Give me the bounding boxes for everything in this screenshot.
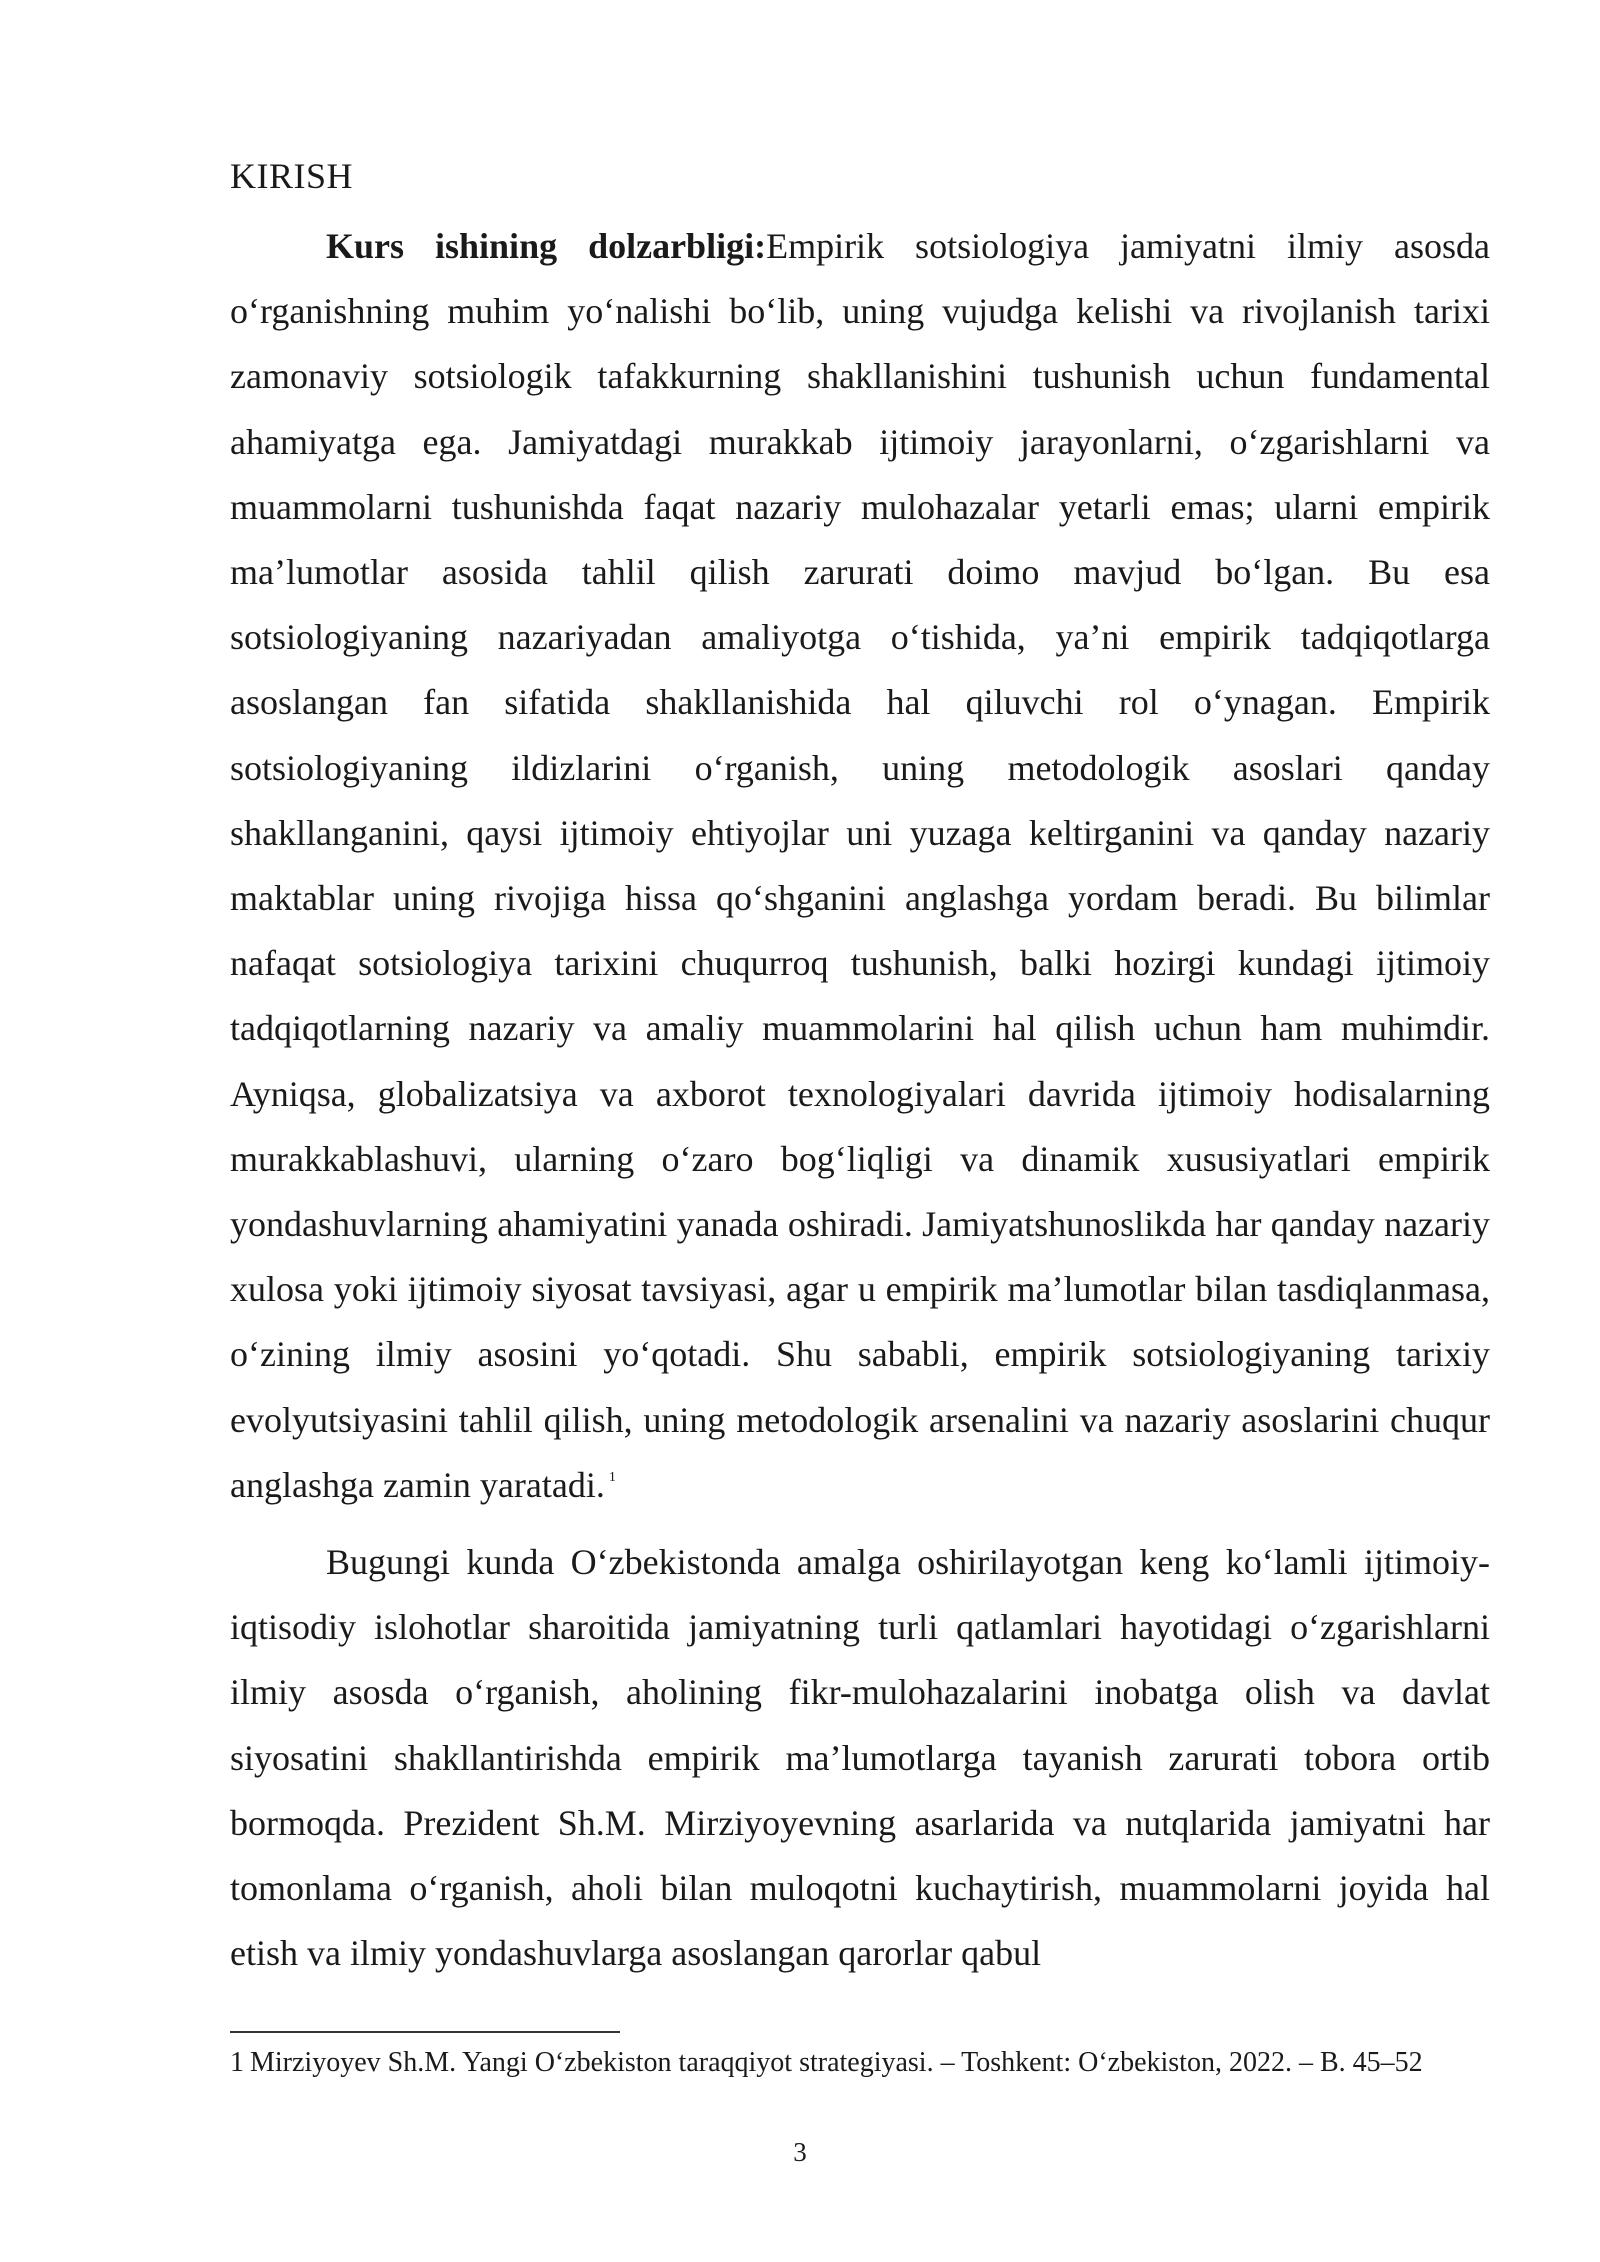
paragraph-relevance [230,214,1490,1518]
paragraph-lead: Kurs ishining dolzarbligi: [326,226,767,266]
footnote-separator [230,2031,620,2033]
footnote [230,2046,1470,2080]
section-heading: KIRISH [230,156,354,196]
paragraph-text: Bugungi kunda O‘zbekistonda amalga oshirilayotgan keng ko‘lamli ijtimoiy-iqtisodiy islohotlar sharoitida jamiyatning turli qatlamlari hayotidagi o‘zgarishlarni ilmiy asosda o‘rganish, aholining fikr-mulohazalarini inobatga olish va davlat siyosatini shakllantirishda empirik ma’lumotlarga tayanish zarurati tobora ortib bormoqda. Prezident Sh.M. Mirziyoyevning asarlarida va nutqlarida jamiyatni har tomonlama o‘rganish, aholi bilan muloqotni kuchaytirish, muammolarni joyida hal etish va ilmiy yondashuvlarga asoslangan qarorlar qabul [230,1542,1490,1974]
page-number: 3 [793,2137,807,2167]
paragraph-text: Empirik sotsiologiya jamiyatni ilmiy asosda o‘rganishning muhim yo‘nalishi bo‘lib, uning vujudga kelishi va rivojlanish tarixi zamonaviy sotsiologik tafakkurning shakllanishini tushunish uchun fundamental ahamiyatga ega. Jamiyatdagi murakkab ijtimoiy jarayonlarni, o‘zgarishlarni va muammolarni tushunishda faqat nazariy mulohazalar yetarli emas; ularni empirik ma’lumotlar asosida tahlil qilish zarurati doimo mavjud bo‘lgan. Bu esa sotsiologiyaning nazariyadan amaliyotga o‘tishida, ya’ni empirik tadqiqotlarga asoslangan fan sifatida shakllanishida hal qiluvchi rol o‘ynagan. Empirik sotsiologiyaning ildizlarini o‘rganish, uning metodologik asoslari qanday shakllanganini, qaysi ijtimoiy ehtiyojlar uni yuzaga keltirganini va qanday nazariy maktablar uning rivojiga hissa qo‘shganini anglashga yordam beradi. Bu bilimlar nafaqat sotsiologiya tarixini chuqurroq tushunish, balki hozirgi kundagi ijtimoiy tadqiqotlarning nazariy va amaliy muammolarini hal qilish uchun ham muhimdir. Ayniqsa, globalizatsiya va axborot texnologiyalari davrida ijtimoiy hodisalarning murakkablashuvi, ularning o‘zaro bog‘liqligi va dinamik xususiyatlari empirik yondashuvlarning ahamiyatini yanada oshiradi. Jamiyatshunoslikda har qanday nazariy xulosa yoki ijtimoiy siyosat tavsiyasi, agar u empirik ma’lumotlar bilan tasdiqlanmasa, o‘zining ilmiy asosini yo‘qotadi. Shu sababli, empirik sotsiologiyaning tarixiy evolyutsiyasini tahlil qilish, uning metodologik arsenalini va nazariy asoslarini chuqur anglashga zamin yaratadi. [230,226,1490,1505]
page-body [230,148,1490,1986]
footnote-reference[interactable]: 1 [608,1469,616,1485]
footnote-number: 1 [230,2047,244,2078]
footnote-text: Mirziyoyev Sh.M. Yangi O‘zbekiston taraqqiyot strategiyasi. – Toshkent: O‘zbekiston, 2022. – B. 45–52 [250,2047,1423,2078]
paragraph-reforms [230,1530,1490,1986]
